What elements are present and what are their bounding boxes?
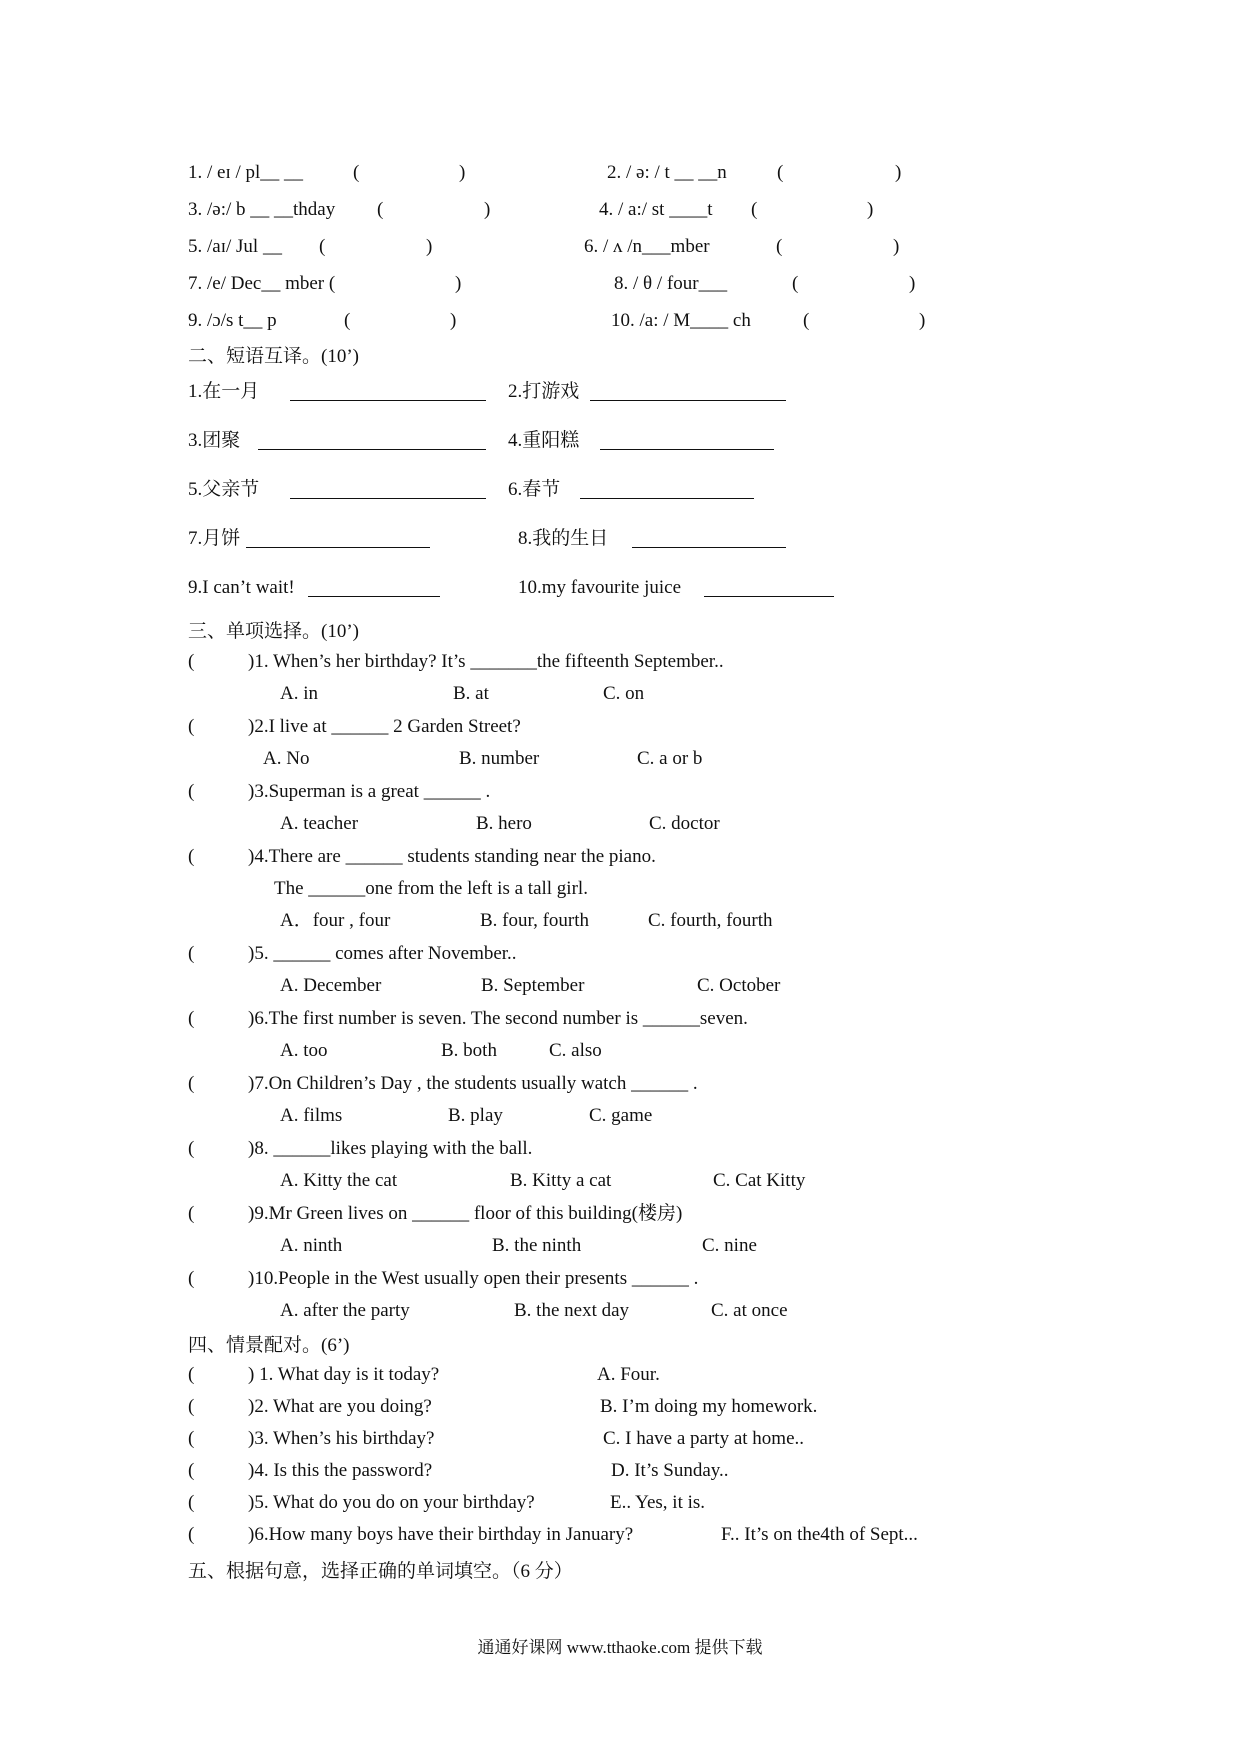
answer-paren-close: ) xyxy=(895,162,902,183)
answer-paren-open: ( xyxy=(377,199,384,220)
translate-item-5: 5.父亲节 xyxy=(188,479,260,500)
translate-item-2: 2.打游戏 xyxy=(508,381,580,402)
mcq-option-a[interactable]: A. No xyxy=(263,748,310,769)
mcq-option-a[interactable]: A. too xyxy=(280,1040,328,1061)
answer-paren-open: ( xyxy=(344,310,351,331)
mcq-option-a[interactable]: A. Kitty the cat xyxy=(280,1170,398,1191)
answer-paren-open: ( xyxy=(188,716,195,737)
mcq-option-c[interactable]: C. on xyxy=(603,683,645,704)
matching-answer: C. I have a party at home.. xyxy=(603,1428,805,1449)
answer-paren-close: ) xyxy=(484,199,491,220)
mcq-question-line-2: The ______one from the left is a tall girl. xyxy=(274,878,588,899)
translate-item-3: 3.团聚 xyxy=(188,430,241,451)
mcq-question: )8. ______likes playing with the ball. xyxy=(248,1138,533,1159)
translate-item-10: 10.my favourite juice xyxy=(518,577,682,598)
mcq-option-b[interactable]: B. four, fourth xyxy=(480,910,589,931)
mcq-option-c[interactable]: C. a or b xyxy=(637,748,703,769)
matching-answer: A. Four. xyxy=(597,1364,660,1385)
phonetic-item-3: 3. /ə:/ b __ __thday xyxy=(188,199,336,220)
answer-blank[interactable] xyxy=(290,478,486,499)
answer-paren-open: ( xyxy=(188,651,195,672)
answer-paren-open: ( xyxy=(188,1396,195,1417)
phonetic-item-4: 4. / a:/ st ____t xyxy=(599,199,713,220)
matching-question: ) 1. What day is it today? xyxy=(248,1364,440,1385)
mcq-option-b[interactable]: B. hero xyxy=(476,813,532,834)
answer-paren-open: ( xyxy=(188,1138,195,1159)
mcq-option-a[interactable]: A. in xyxy=(280,683,318,704)
answer-paren-open: ( xyxy=(777,162,784,183)
mcq-question: )6.The first number is seven. The second number is ______seven. xyxy=(248,1008,748,1029)
mcq-question: )10.People in the West usually open their presents ______ . xyxy=(248,1268,699,1289)
answer-paren-open: ( xyxy=(792,273,799,294)
phonetic-item-9: 9. /ɔ/s t__ p xyxy=(188,310,277,331)
answer-blank[interactable] xyxy=(580,478,754,499)
matching-answer: B. I’m doing my homework. xyxy=(600,1396,818,1417)
answer-blank[interactable] xyxy=(246,527,430,548)
translate-item-9: 9.I can’t wait! xyxy=(188,577,295,598)
answer-paren-open: ( xyxy=(188,1428,195,1449)
mcq-question: )2.I live at ______ 2 Garden Street? xyxy=(248,716,521,737)
mcq-option-c[interactable]: C. also xyxy=(549,1040,602,1061)
matching-answer: E.. Yes, it is. xyxy=(610,1492,706,1513)
answer-blank[interactable] xyxy=(258,429,486,450)
translate-item-6: 6.春节 xyxy=(508,479,561,500)
mcq-option-b[interactable]: B. September xyxy=(481,975,585,996)
mcq-option-b[interactable]: B. the next day xyxy=(514,1300,630,1321)
mcq-option-c[interactable]: C. fourth, fourth xyxy=(648,910,773,931)
mcq-option-c[interactable]: C. at once xyxy=(711,1300,788,1321)
translate-item-8: 8.我的生日 xyxy=(518,528,609,549)
answer-paren-open: ( xyxy=(188,1008,195,1029)
mcq-option-b[interactable]: B. Kitty a cat xyxy=(510,1170,612,1191)
section-heading-translation: 二、短语互译。(10’) xyxy=(188,346,359,367)
mcq-option-a[interactable]: A. after the party xyxy=(280,1300,410,1321)
translate-item-4: 4.重阳糕 xyxy=(508,430,580,451)
mcq-option-b[interactable]: B. number xyxy=(459,748,540,769)
mcq-option-b[interactable]: B. the ninth xyxy=(492,1235,582,1256)
answer-paren-close: ) xyxy=(909,273,916,294)
mcq-option-a[interactable]: A. ninth xyxy=(280,1235,343,1256)
answer-paren-close: ) xyxy=(893,236,900,257)
answer-paren-open: ( xyxy=(188,1364,195,1385)
matching-question: )4. Is this the password? xyxy=(248,1460,433,1481)
mcq-option-a[interactable]: A. December xyxy=(280,975,382,996)
mcq-question: )3.Superman is a great ______ . xyxy=(248,781,491,802)
answer-paren-close: ) xyxy=(459,162,466,183)
answer-paren-close: ) xyxy=(450,310,457,331)
answer-paren-open: ( xyxy=(188,943,195,964)
answer-paren-open: ( xyxy=(188,781,195,802)
page-footer: 通通好课网 www.tthaoke.com 提供下载 xyxy=(477,1638,763,1657)
answer-blank[interactable] xyxy=(290,380,486,401)
mcq-option-a[interactable]: A．four , four xyxy=(280,910,391,931)
answer-paren-close: ) xyxy=(455,273,462,294)
section-heading-fill: 五、根据句意，选择正确的单词填空。（6 分） xyxy=(188,1561,573,1582)
mcq-question: )7.On Children’s Day , the students usually watch ______ . xyxy=(248,1073,698,1094)
answer-paren-close: ) xyxy=(919,310,926,331)
answer-paren-open: ( xyxy=(188,1203,195,1224)
answer-paren-open: ( xyxy=(188,1492,195,1513)
section-heading-matching: 四、情景配对。(6’) xyxy=(188,1335,350,1356)
mcq-option-c[interactable]: C. game xyxy=(589,1105,653,1126)
answer-blank[interactable] xyxy=(590,380,786,401)
phonetic-item-2: 2. / ə: / t __ __n xyxy=(607,162,727,183)
answer-blank[interactable] xyxy=(308,576,440,597)
mcq-question: )4.There are ______ students standing near the piano. xyxy=(248,846,656,867)
phonetic-item-5: 5. /aɪ/ Jul __ xyxy=(188,236,282,257)
phonetic-item-6: 6. / ʌ /n___mber xyxy=(584,236,710,257)
answer-paren-open: ( xyxy=(751,199,758,220)
phonetic-item-10: 10. /a: / M____ ch xyxy=(611,310,751,331)
answer-paren-close: ) xyxy=(867,199,874,220)
mcq-option-c[interactable]: C. doctor xyxy=(649,813,720,834)
answer-blank[interactable] xyxy=(632,527,786,548)
mcq-question: )5. ______ comes after November.. xyxy=(248,943,517,964)
mcq-option-b[interactable]: B. both xyxy=(441,1040,497,1061)
answer-blank[interactable] xyxy=(704,576,834,597)
answer-paren-open: ( xyxy=(188,1460,195,1481)
translate-item-1: 1.在一月 xyxy=(188,381,260,402)
matching-question: )6.How many boys have their birthday in January? xyxy=(248,1524,634,1545)
translate-item-7: 7.月饼 xyxy=(188,528,241,549)
answer-paren-open: ( xyxy=(188,1073,195,1094)
phonetic-item-7: 7. /e/ Dec__ mber ( xyxy=(188,273,336,294)
mcq-option-c[interactable]: C. October xyxy=(697,975,781,996)
answer-paren-open: ( xyxy=(353,162,360,183)
matching-answer: D. It’s Sunday.. xyxy=(611,1460,729,1481)
mcq-option-c[interactable]: C. Cat Kitty xyxy=(713,1170,806,1191)
mcq-option-b[interactable]: B. at xyxy=(453,683,489,704)
mcq-option-a[interactable]: A. teacher xyxy=(280,813,359,834)
answer-paren-open: ( xyxy=(188,1524,195,1545)
section-heading-choice: 三、单项选择。(10’) xyxy=(188,621,359,642)
answer-paren-open: ( xyxy=(188,846,195,867)
mcq-option-b[interactable]: B. play xyxy=(448,1105,503,1126)
phonetic-item-8: 8. / θ / four___ xyxy=(614,273,728,294)
answer-paren-open: ( xyxy=(188,1268,195,1289)
mcq-option-c[interactable]: C. nine xyxy=(702,1235,757,1256)
matching-question: )2. What are you doing? xyxy=(248,1396,432,1417)
mcq-option-a[interactable]: A. films xyxy=(280,1105,343,1126)
phonetic-item-1: 1. / eɪ / pl__ __ xyxy=(188,162,304,183)
answer-paren-close: ) xyxy=(426,236,433,257)
matching-question: )3. When’s his birthday? xyxy=(248,1428,435,1449)
answer-paren-open: ( xyxy=(776,236,783,257)
answer-blank[interactable] xyxy=(600,429,774,450)
matching-question: )5. What do you do on your birthday? xyxy=(248,1492,535,1513)
mcq-question: )9.Mr Green lives on ______ floor of this building(楼房) xyxy=(248,1203,683,1224)
answer-paren-open: ( xyxy=(319,236,326,257)
mcq-question: )1. When’s her birthday? It’s _______the fifteenth September.. xyxy=(248,651,724,672)
matching-answer: F.. It’s on the4th of Sept... xyxy=(721,1524,918,1545)
answer-paren-open: ( xyxy=(803,310,810,331)
